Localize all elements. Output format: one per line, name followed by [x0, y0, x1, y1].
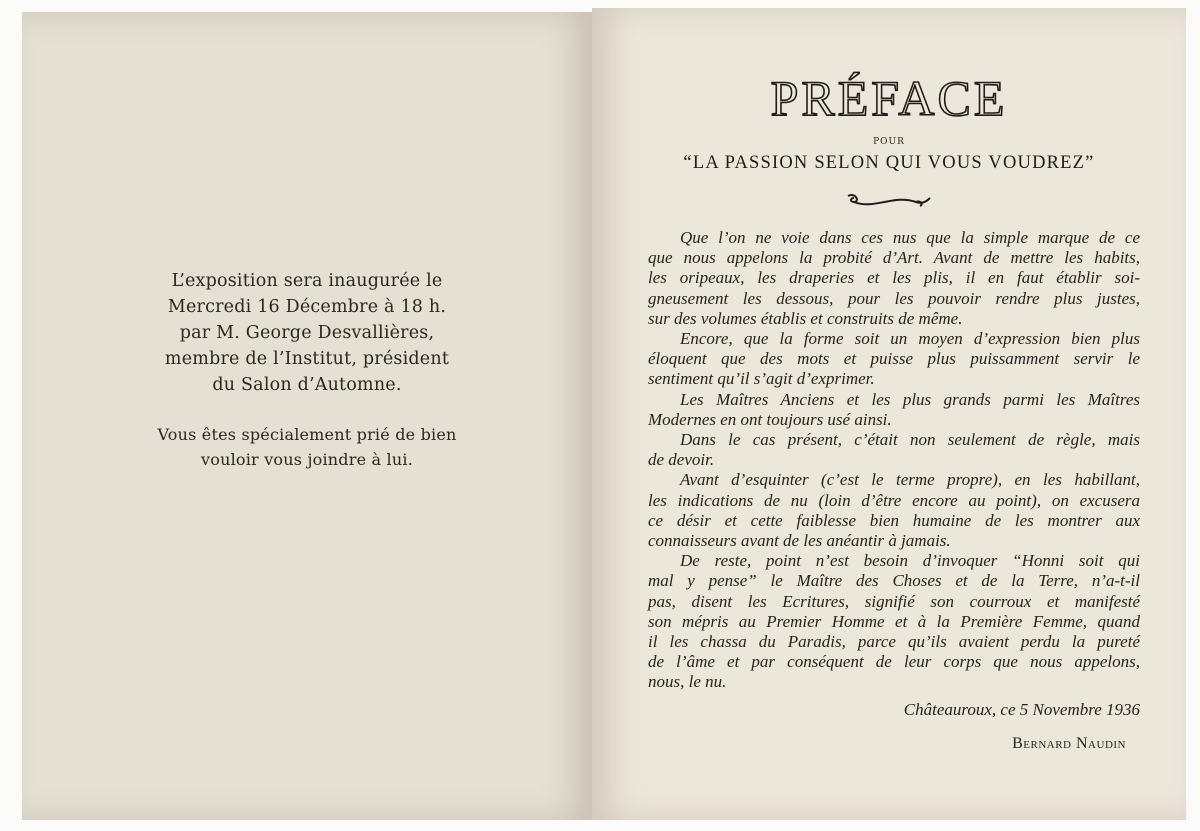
title-connector: POUR	[873, 137, 905, 147]
left-page	[22, 12, 592, 820]
announcement-line: par M. George Desvallières,	[179, 323, 435, 343]
preface-line: Les Maîtres Anciens et les plus grands parmi les Maîtres	[680, 389, 1140, 409]
preface-line: sentiment qu’il s’agit d’exprimer.	[648, 369, 875, 389]
subtitle: “LA PASSION SELON QUI VOUS VOUDREZ”	[683, 153, 1095, 173]
preface-line: les oripeaux, les draperies et les plis, il en faut établir soi-	[648, 268, 1140, 288]
page-title: PRÉFACE	[770, 70, 1008, 126]
preface-line: que nous appelons la probité d’Art. Avant de mettre les habits,	[648, 248, 1140, 268]
preface-line: les indications de nu (loin d’être encore au point), on excusera	[648, 490, 1140, 510]
preface-line: Avant d’esquinter (c’est le terme propre), en les habillant,	[680, 470, 1140, 490]
preface-line: ce désir et cette faiblesse bien humaine de les montrer aux	[648, 510, 1140, 530]
preface-line: gneusement les dessous, pour les pouvoir rendre plus justes,	[648, 288, 1140, 308]
preface-line: Dans le cas présent, c’était non seulement de règle, mais	[680, 430, 1140, 449]
preface-line: éloquent que des mots et puisse plus puissamment servir le	[648, 349, 1140, 369]
preface-line: pas, disent les Ecritures, signifié son courroux et manifesté	[648, 591, 1140, 611]
announcement-line: L’exposition sera inaugurée le	[171, 271, 443, 291]
preface-line: Modernes en ont toujours usé ainsi.	[648, 409, 892, 429]
right-page	[592, 8, 1186, 820]
preface-line: connaisseurs avant de les anéantir à jamais.	[648, 531, 951, 550]
preface-line: mal y pense” le Maître des Choses et de la Terre, n’a-t-il	[648, 571, 1140, 591]
preface-line: son mépris au Premier Homme et à la Première Femme, quand	[648, 611, 1140, 631]
preface-line: nous, le nu.	[648, 672, 727, 692]
announcement-line: du Salon d’Automne.	[212, 375, 402, 395]
place-date: Châteauroux, ce 5 Novembre 1936	[903, 700, 1140, 719]
preface-line: De reste, point n’est besoin d’invoquer “Honni soit qui	[680, 551, 1140, 571]
preface-line: de l’âme et par conséquent de leur corps que nous appelons,	[648, 652, 1140, 672]
announcement-line: membre de l’Institut, président	[164, 349, 450, 369]
ornament-flourish-icon	[844, 190, 934, 212]
announcement-line: Mercredi 16 Décembre à 18 h.	[167, 297, 447, 317]
preface-line: il les chassa du Paradis, parce qu’ils avaient perdu la pureté	[648, 632, 1140, 651]
invitation-line: Vous êtes spécialement prié de bien	[157, 425, 457, 444]
preface-line: Que l’on ne voie dans ces nus que la simple marque de ce	[680, 228, 1140, 247]
signature: Bernard Naudin	[1012, 735, 1126, 752]
preface-line: sur des volumes établis et construits de même.	[648, 308, 963, 328]
preface-line: de devoir.	[648, 450, 715, 470]
invitation-line: vouloir vous joindre à lui.	[201, 450, 413, 469]
preface-line: Encore, que la forme soit un moyen d’expression bien plus	[680, 329, 1140, 348]
